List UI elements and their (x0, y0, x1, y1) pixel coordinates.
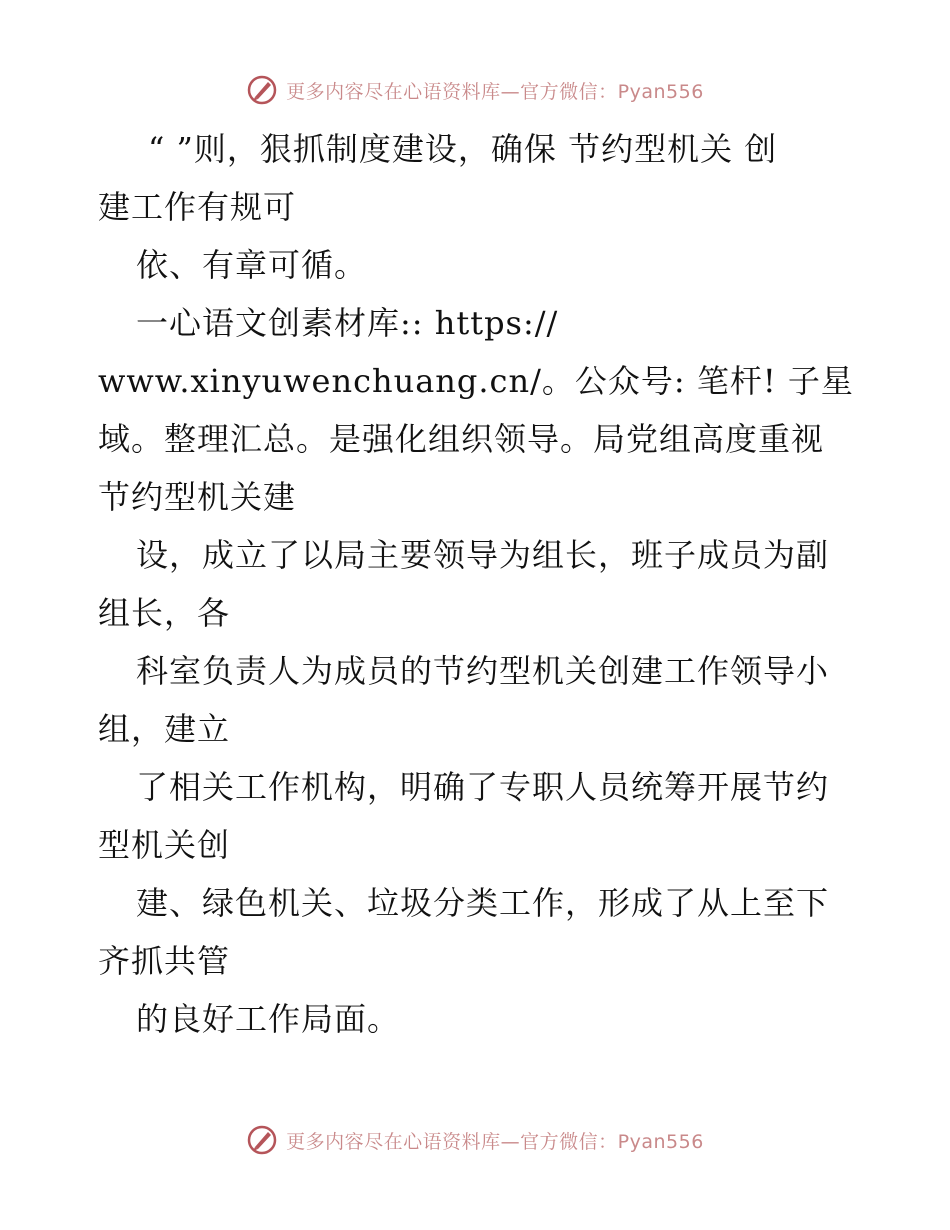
text-line-11: 组，建立 (98, 710, 231, 748)
text-line-10: 科室负责人为成员的节约型机关创建工作领导小 (136, 652, 830, 690)
text-line-13: 型机关创 (98, 826, 231, 864)
text-line-7: 节约型机关建 (98, 478, 297, 516)
text-line-6: 域。整理汇总。是强化组织领导。局党组高度重视 (98, 420, 825, 458)
footer-watermark (0, 1120, 950, 1160)
document-body (98, 124, 858, 1052)
text-line-16: 的良好工作局面。 (136, 1000, 401, 1038)
text-line-2: 建工作有规可 (98, 188, 297, 226)
text-line-15: 齐抓共管 (98, 942, 231, 980)
header-watermark-text: 更多内容尽在心语资料库—官方微信：Pyan556 (286, 80, 704, 103)
header-watermark (0, 70, 950, 110)
text-line-8: 设，成立了以局主要领导为组长，班子成员为副 (136, 536, 830, 574)
footer-watermark-text: 更多内容尽在心语资料库—官方微信：Pyan556 (286, 1130, 704, 1153)
text-line-9: 组长，各 (98, 594, 231, 632)
quill-logo-icon (246, 74, 278, 106)
text-line-12: 了相关工作机构，明确了专职人员统筹开展节约 (136, 768, 830, 806)
quill-logo-icon (246, 1124, 278, 1156)
text-line-14: 建、绿色机关、垃圾分类工作，形成了从上至下 (136, 884, 830, 922)
text-line-5: www.xinyuwenchuang.cn/。公众号: 笔杆! 子星 (98, 362, 854, 400)
text-line-4: 一心语文创素材库:: https:// (136, 304, 559, 342)
text-line-3: 依、有章可循。 (136, 246, 368, 284)
text-line-1: “ ”则，狠抓制度建设，确保 节约型机关 创 (148, 130, 778, 168)
